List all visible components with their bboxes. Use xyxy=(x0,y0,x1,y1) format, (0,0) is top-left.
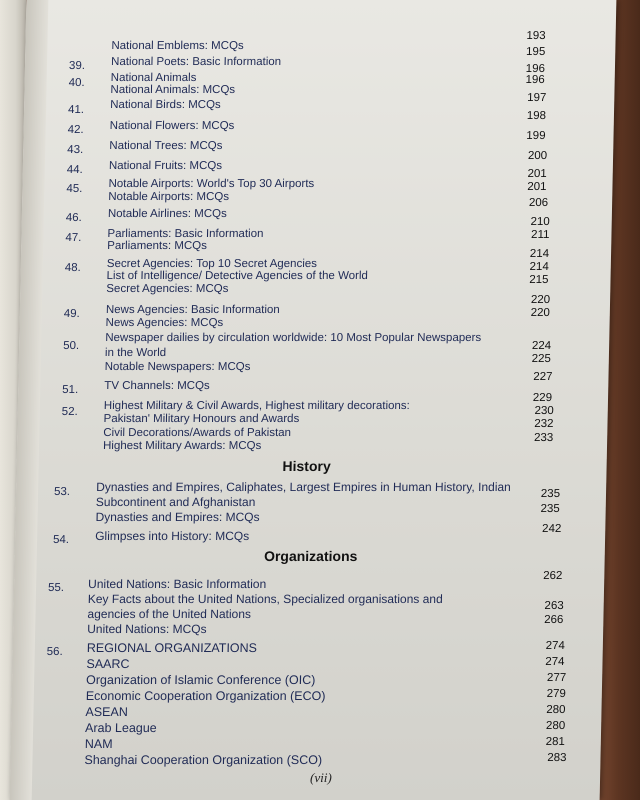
page-number: 201 xyxy=(527,168,547,180)
toc-line: Civil Decorations/Awards of Pakistan xyxy=(103,427,292,439)
page-number: 199 xyxy=(526,130,546,142)
entry-number: 54. xyxy=(52,534,70,546)
toc-line: United Nations: MCQs xyxy=(87,622,207,636)
toc-line: REGIONAL ORGANIZATIONS xyxy=(86,641,258,655)
entry-number: 50. xyxy=(63,340,80,352)
page-number: 201 xyxy=(527,181,547,193)
toc-line: Parliaments: Basic Information xyxy=(107,228,264,240)
entry-number: 56. xyxy=(46,646,63,658)
entry-number: 41. xyxy=(67,104,85,116)
entry-number: 42. xyxy=(67,124,84,136)
entry-number: 49. xyxy=(63,308,80,320)
page-number: 215 xyxy=(529,274,549,286)
toc-line: Glimpses into History: MCQs xyxy=(95,529,250,543)
toc-line: Organization of Islamic Conference (OIC) xyxy=(85,673,316,687)
page-number: 280 xyxy=(546,704,566,716)
page-number: 220 xyxy=(530,294,551,306)
toc-line: List of Intelligence/ Detective Agencies of the World xyxy=(106,270,368,282)
entry-number: 48. xyxy=(64,262,81,274)
toc-line: Arab League xyxy=(84,721,157,735)
toc-line: Parliaments: MCQs xyxy=(107,240,208,252)
page-number: 220 xyxy=(530,307,550,319)
toc-line: National Trees: MCQs xyxy=(109,140,223,152)
page-number: 277 xyxy=(546,672,567,684)
toc-line: TV Channels: MCQs xyxy=(104,380,210,392)
toc-line: SAARC xyxy=(86,657,130,671)
page-number: 200 xyxy=(527,150,548,162)
page-footer-roman-numeral: (vii) xyxy=(309,770,332,785)
page-number: 232 xyxy=(534,418,554,430)
entry-number: 43. xyxy=(67,144,84,156)
page-number: 206 xyxy=(528,197,549,209)
toc-line: ASEAN xyxy=(85,705,129,719)
toc-line: Key Facts about the United Nations, Specialized organisations and xyxy=(87,592,443,606)
page-number: 195 xyxy=(525,46,546,58)
entry-number: 52. xyxy=(61,406,78,418)
page-number: 274 xyxy=(545,640,565,652)
toc-line: Subcontinent and Afghanistan xyxy=(95,495,256,509)
entry-number: 46. xyxy=(65,212,82,224)
entry-number: 47. xyxy=(65,232,82,244)
toc-line: Notable Newspapers: MCQs xyxy=(104,361,251,373)
page-number: 214 xyxy=(529,248,550,260)
page-number: 197 xyxy=(527,92,547,104)
toc-line: News Agencies: MCQs xyxy=(105,317,224,329)
toc-line: Dynasties and Empires, Caliphates, Largest Empires in Human History, Indian xyxy=(96,480,511,494)
page-number: 211 xyxy=(530,229,550,241)
page-number: 225 xyxy=(531,353,551,365)
entry-number: 39. xyxy=(68,60,86,72)
page-number: 281 xyxy=(545,736,565,748)
entry-number: 53. xyxy=(53,486,71,498)
toc-line: Notable Airports: MCQs xyxy=(108,191,230,203)
entry-number: 44. xyxy=(66,164,83,176)
page-number: 196 xyxy=(525,63,546,75)
toc-line: Secret Agencies: MCQs xyxy=(106,283,229,295)
page-number: 229 xyxy=(532,392,553,404)
page-number: 227 xyxy=(533,371,553,383)
toc-line: Highest Military Awards: MCQs xyxy=(102,440,262,452)
toc-line: agencies of the United Nations xyxy=(87,607,252,621)
entry-number: 40. xyxy=(68,77,85,89)
page-number: 235 xyxy=(540,503,560,515)
toc-line: Newspaper dailies by circulation worldwide: 10 Most Popular Newspapers xyxy=(105,332,482,344)
toc-line: National Fruits: MCQs xyxy=(108,160,223,172)
entry-number: 45. xyxy=(66,183,83,195)
page-number: 196 xyxy=(525,74,545,86)
page-number: 262 xyxy=(543,570,563,582)
section-heading-organizations: Organizations xyxy=(263,548,358,564)
page-number: 233 xyxy=(533,432,554,444)
toc-line: United Nations: Basic Information xyxy=(87,577,267,591)
toc-line: Secret Agencies: Top 10 Secret Agencies xyxy=(106,258,318,270)
page-number: 210 xyxy=(530,216,550,228)
toc-line: News Agencies: Basic Information xyxy=(105,304,280,316)
toc-line: Notable Airports: World's Top 30 Airports xyxy=(108,178,315,190)
toc-line: Dynasties and Empires: MCQs xyxy=(95,510,260,524)
toc-line: Shanghai Cooperation Organization (SCO) xyxy=(84,753,323,767)
entry-number: 55. xyxy=(47,582,65,594)
page-number: 274 xyxy=(545,656,565,668)
page-number: 235 xyxy=(540,488,561,500)
toc-line: National Animals xyxy=(110,72,197,84)
toc-line: Pakistan' Military Honours and Awards xyxy=(103,413,300,425)
book-page xyxy=(10,0,617,800)
page-number: 266 xyxy=(544,614,564,626)
toc-line: NAM xyxy=(84,737,113,751)
page-number: 263 xyxy=(544,600,564,612)
entry-number: 51. xyxy=(62,384,79,396)
section-heading-history: History xyxy=(282,458,331,474)
toc-line: Highest Military & Civil Awards, Highest military decorations: xyxy=(103,400,410,412)
page-number: 224 xyxy=(531,340,552,352)
toc-line: National Flowers: MCQs xyxy=(109,120,235,132)
page-number: 283 xyxy=(547,752,567,764)
toc-line: National Animals: MCQs xyxy=(110,84,236,96)
page-number: 280 xyxy=(545,720,566,732)
toc-line: National Birds: MCQs xyxy=(110,99,221,111)
toc-line: Economic Cooperation Organization (ECO) xyxy=(85,689,326,703)
page-number: 230 xyxy=(534,405,554,417)
toc-line: National Poets: Basic Information xyxy=(110,56,282,68)
page-number: 214 xyxy=(529,261,549,273)
toc-line: Notable Airlines: MCQs xyxy=(107,208,227,220)
page-number: 193 xyxy=(526,30,546,42)
page-number: 242 xyxy=(541,523,562,535)
toc-line: in the World xyxy=(104,347,167,359)
page-number: 279 xyxy=(546,688,566,700)
page-number: 198 xyxy=(526,110,547,122)
toc-line: National Emblems: MCQs xyxy=(111,40,244,52)
